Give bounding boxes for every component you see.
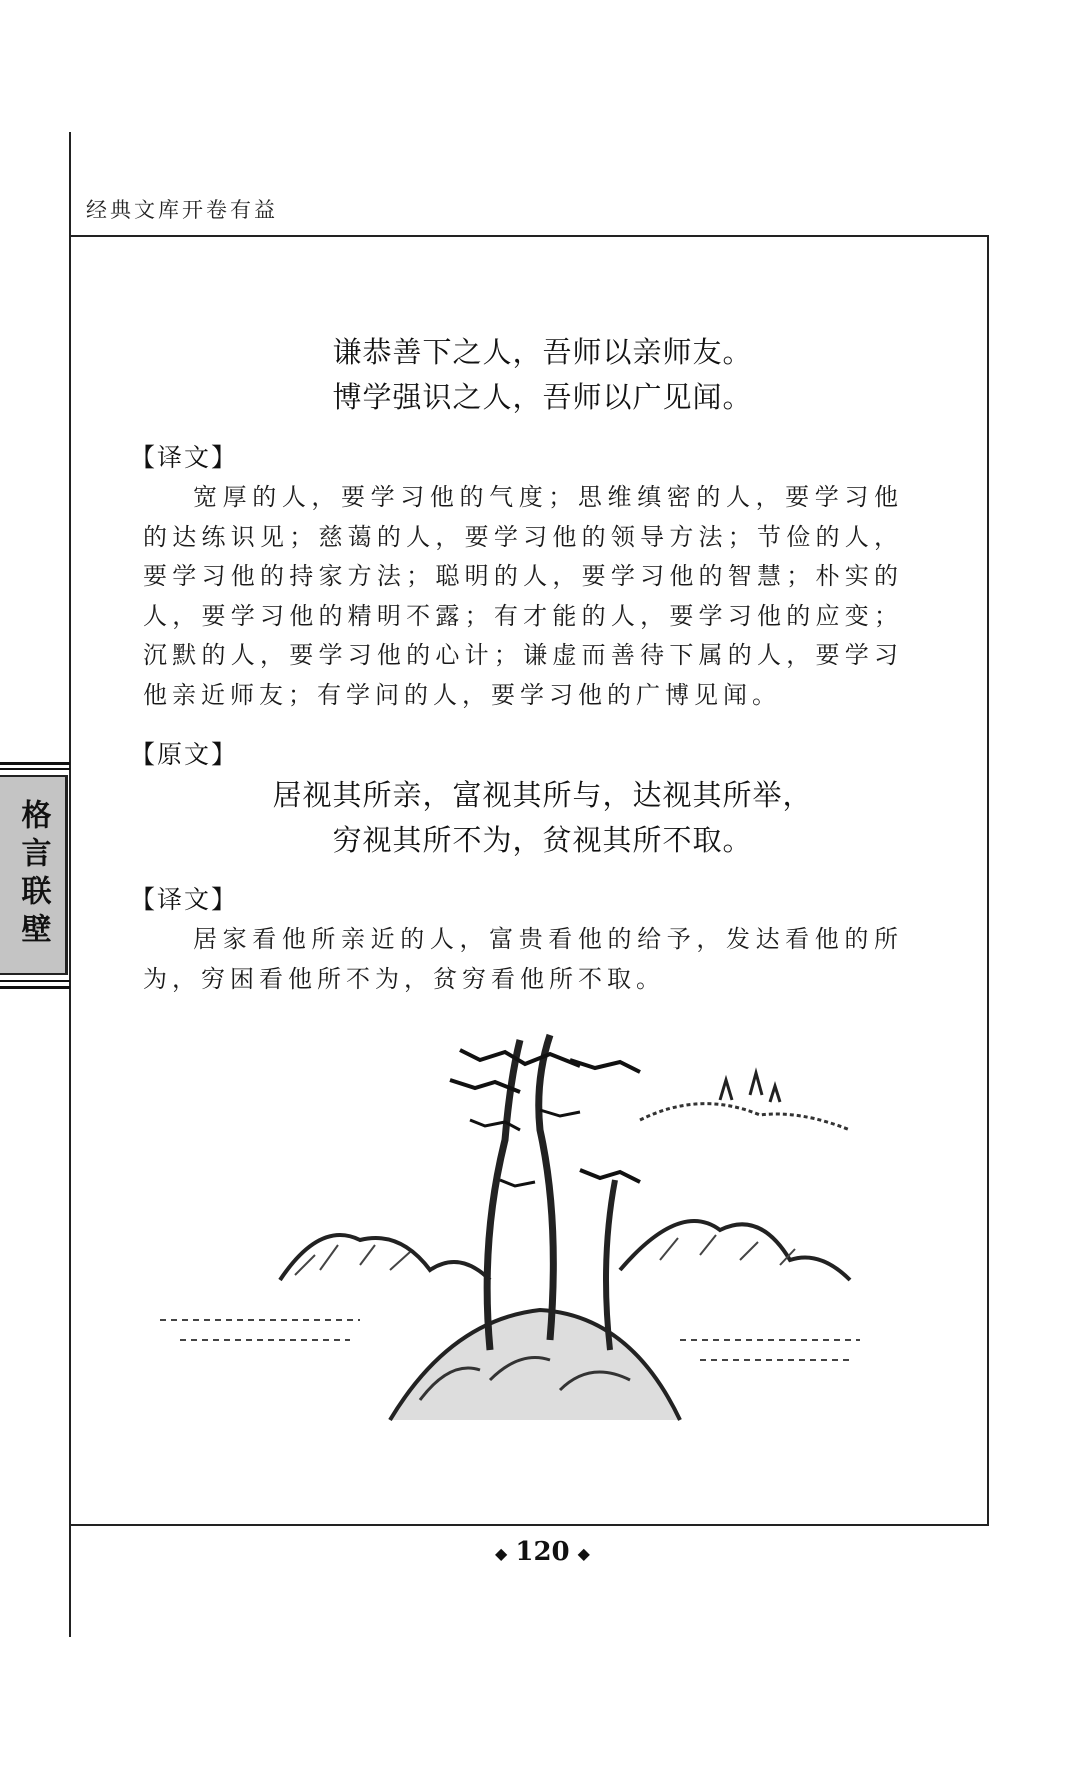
side-tab-rule-bottom-inner (0, 980, 70, 982)
page-number-ornament-right: ◆ (577, 1543, 590, 1563)
translation-1-text: 宽厚的人，要学习他的气度；思维缜密的人，要学习他的达练识见；慈蔼的人，要学习他的领导方法；节俭的人，要学习他的持家方法；聪明的人，要学习他的智慧；朴实的人，要学习他的精明不露；有才能的人，要学习他的应变；沉默的人，要学习他的心计；谦虚而善待下属的人，要学习他亲近师友；有学问的人，要学习他的广博见闻。 (143, 483, 903, 709)
side-tab-label: 格言联壁 (15, 799, 51, 951)
side-tab-rule-top-inner (0, 768, 70, 770)
page-number (0, 1537, 1085, 1567)
translation-2-heading: 【译文】 (130, 885, 239, 914)
verse-2 (0, 773, 1085, 863)
verse-1 (0, 330, 1085, 420)
translation-2-text: 居家看他所亲近的人，富贵看他的给予，发达看他的所为，穷困看他所不为，贫穷看他所不取。 (143, 925, 903, 993)
page-number-ornament-left: ◆ (495, 1543, 508, 1563)
original-2-heading: 【原文】 (130, 740, 239, 769)
side-tab-rule-top-outer (0, 762, 70, 765)
verse-2-line-1: 居视其所亲，富视其所与，达视其所举， (272, 778, 813, 812)
running-header-title: 经典文库开卷有益 (86, 198, 278, 222)
side-tab-rule-bottom-outer (0, 986, 70, 989)
side-tab (0, 775, 68, 975)
verse-2-line-2: 穷视其所不为，贫视其所不取。 (332, 823, 753, 857)
verse-1-line-2: 博学强识之人，吾师以广见闻。 (332, 380, 753, 414)
translation-1-heading: 【译文】 (130, 443, 239, 472)
verse-1-line-1: 谦恭善下之人，吾师以亲师友。 (332, 335, 753, 369)
page-number-value: 120 (515, 1537, 570, 1567)
landscape-pine-trees-icon (160, 1020, 875, 1450)
